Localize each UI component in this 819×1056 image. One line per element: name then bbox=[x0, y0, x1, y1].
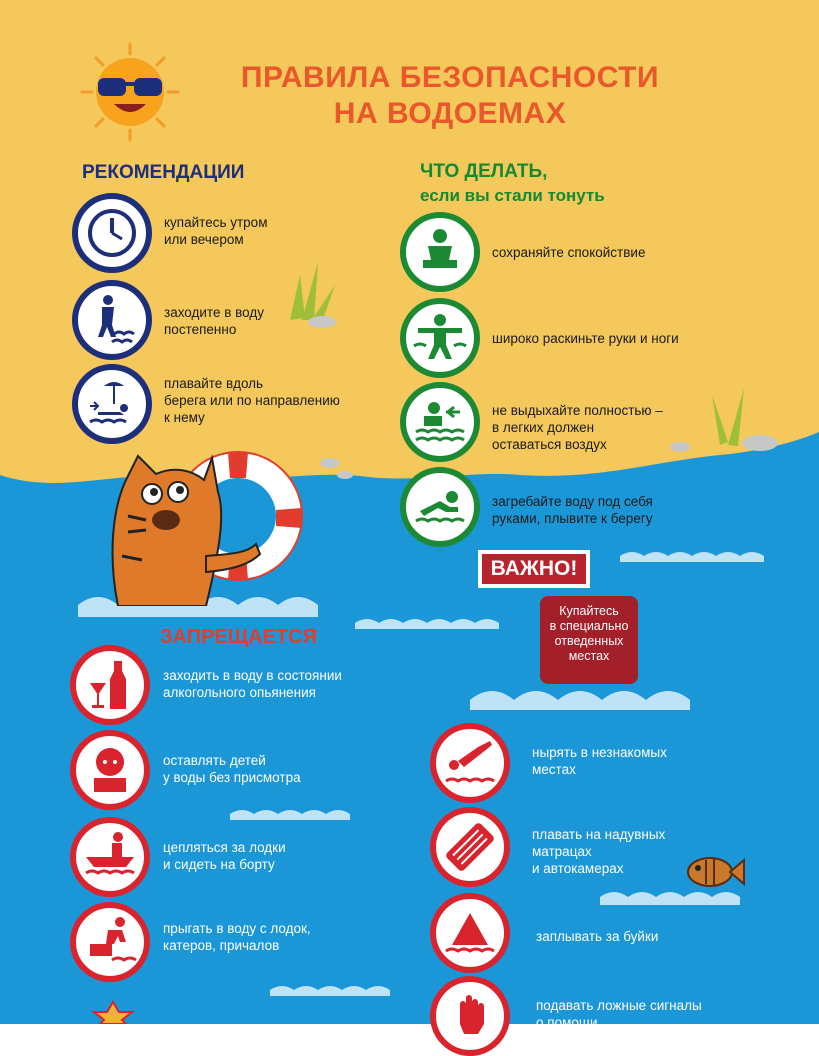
diving-icon bbox=[442, 735, 498, 791]
forbidden-left-2-text: оставлять детей у воды без присмотра bbox=[163, 753, 301, 785]
forbidden-right-3-icon bbox=[430, 893, 510, 973]
forbidden-left-4-text: прыгать в воду с лодок, катеров, причалов bbox=[163, 921, 311, 953]
child-icon bbox=[82, 742, 138, 798]
forbidden-right-1-text: нырять в незнакомых местах bbox=[532, 745, 667, 777]
recommendation-item-3-icon bbox=[72, 364, 152, 444]
spread-arms-icon bbox=[412, 310, 468, 366]
recommendation-item-3-text: плавайте вдоль берега или по направлению к нему bbox=[164, 376, 340, 425]
drowning-item-1-text: сохраняйте спокойствие bbox=[492, 245, 646, 260]
drowning-item-3-text: не выдыхайте полностью – в легких должен оставаться воздух bbox=[492, 403, 663, 452]
sun-icon bbox=[78, 40, 182, 144]
boat-icon bbox=[82, 829, 138, 885]
forbidden-heading: ЗАПРЕЩАЕТСЯ bbox=[160, 626, 317, 648]
calm-person-icon bbox=[412, 224, 468, 280]
forbidden-left-1-text: заходить в воду в состоянии алкогольного опьянения bbox=[163, 668, 342, 700]
buoy-icon bbox=[442, 905, 498, 961]
swimmer-icon bbox=[412, 479, 468, 535]
important-badge: ВАЖНО! bbox=[478, 550, 590, 588]
drowning-item-2-icon bbox=[400, 298, 480, 378]
important-note: Купайтесь в специально отведенных местах bbox=[540, 596, 638, 684]
forbidden-left-3-text: цепляться за лодки и сидеть на борту bbox=[163, 840, 286, 872]
clock-icon bbox=[84, 205, 140, 261]
forbidden-right-2-icon bbox=[430, 807, 510, 887]
swim-along-shore-icon bbox=[84, 376, 140, 432]
drowning-item-4-icon bbox=[400, 467, 480, 547]
forbidden-right-4-icon bbox=[430, 976, 510, 1056]
forbidden-right-3-text: заплывать за буйки bbox=[536, 929, 659, 944]
forbidden-left-2-icon bbox=[70, 730, 150, 810]
emblem-logo bbox=[88, 1000, 138, 1024]
page-title: ПРАВИЛА БЕЗОПАСНОСТИ НА ВОДОЕМАХ bbox=[240, 61, 660, 130]
recommendation-item-1-text: купайтесь утром или вечером bbox=[164, 215, 268, 247]
alcohol-icon bbox=[82, 657, 138, 713]
recommendations-heading: РЕКОМЕНДАЦИИ bbox=[82, 162, 245, 183]
air-mattress-icon bbox=[442, 819, 498, 875]
jump-pier-icon bbox=[82, 914, 138, 970]
false-alarm-icon bbox=[442, 988, 498, 1044]
forbidden-left-4-icon bbox=[70, 902, 150, 982]
breath-icon bbox=[412, 394, 468, 450]
forbidden-left-3-icon bbox=[70, 817, 150, 897]
drowning-heading: ЧТО ДЕЛАТЬ, если вы стали тонуть bbox=[420, 161, 605, 205]
forbidden-right-4-text: подавать ложные сигналы о помощи bbox=[536, 998, 702, 1030]
fish-illustration bbox=[682, 850, 746, 894]
recommendation-item-2-text: заходите в воду постепенно bbox=[164, 305, 264, 337]
forbidden-left-1-icon bbox=[70, 645, 150, 725]
recommendation-item-2-icon bbox=[72, 280, 152, 360]
drowning-item-2-text: широко раскиньте руки и ноги bbox=[492, 331, 679, 346]
drowning-item-1-icon bbox=[400, 212, 480, 292]
person-entering-water-icon bbox=[84, 292, 140, 348]
forbidden-right-2-text: плавать на надувных матрацах и автокамерах bbox=[532, 827, 666, 876]
forbidden-right-1-icon bbox=[430, 723, 510, 803]
drowning-item-3-icon bbox=[400, 382, 480, 462]
recommendation-item-1-icon bbox=[72, 193, 152, 273]
cat-with-lifebuoy-illustration bbox=[88, 436, 308, 606]
drowning-item-4-text: загребайте воду под себя руками, плывите к берегу bbox=[492, 494, 653, 526]
